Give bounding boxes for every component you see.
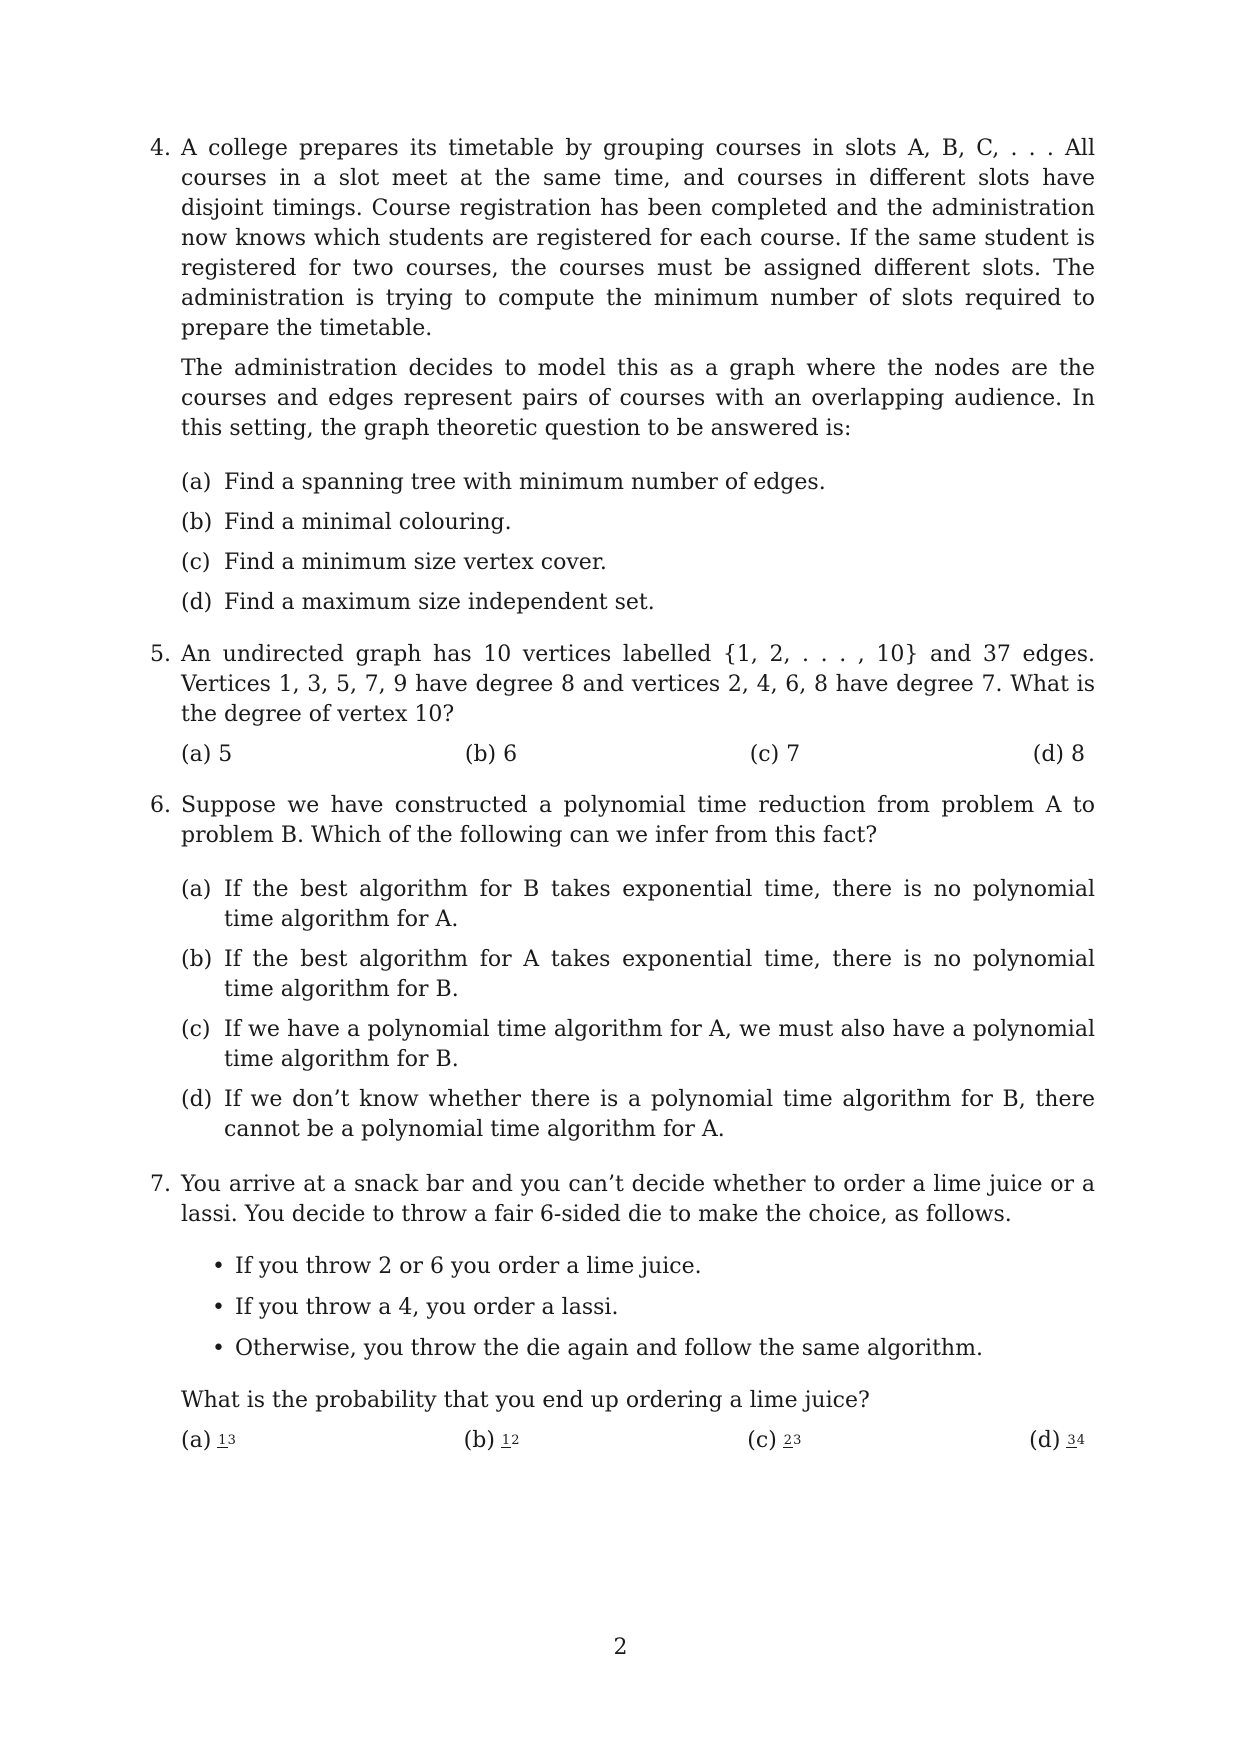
option-d: (d) 8 [1032,742,1085,767]
question-number: 4. [150,136,171,161]
option-text: If we don’t know whether there is a polynomial time algorithm for B, there cannot be a polynomial time algorithm for A. [224,1087,1095,1142]
option-d [181,588,1095,618]
fraction: 12 [501,1433,520,1448]
option-a [181,875,1095,935]
option-c [181,548,1095,578]
option-label: (c) [181,550,211,575]
option-b: (b) 12 [463,1428,520,1453]
option-label: (b) [181,510,213,535]
question-7 [150,1170,1095,1456]
question-number: 5. [150,642,171,667]
bullet-icon: • [212,1254,225,1279]
question-6 [150,791,1095,1155]
option-label: (a) [181,877,212,902]
option-d: (d) 34 [1029,1428,1085,1453]
bullet-item: • If you throw 2 or 6 you order a lime juice. [181,1252,1095,1282]
option-text: Find a minimal colouring. [224,510,512,535]
option-text: If we have a polynomial time algorithm for A, we must also have a polynomial time algorithm for B. [224,1017,1095,1072]
option-text: Find a maximum size independent set. [224,590,655,615]
fraction: 23 [783,1433,802,1448]
bullet-icon: • [212,1295,225,1320]
bullet-icon: • [212,1336,225,1361]
question-text: You arrive at a snack bar and you can’t decide whether to order a lime juice or a lassi. You decide to throw a fair 6-sided die to make the choice, as follows. [181,1172,1095,1227]
options-row [181,740,1095,770]
option-label: (a) [181,470,212,495]
question-text: A college prepares its timetable by grouping courses in slots A, B, C, . . . All courses in a slot meet at the same time, and courses in different slots have disjoint timings. Course registration has been completed and the administration now knows which students are registered for each course. If the same student is registered for two courses, the courses must be assigned different slots. The administration is trying to compute the minimum number of slots required to prepare the timetable. [181,136,1095,341]
bullet-list [181,1252,1095,1364]
option-a: (a) 13 [181,1428,236,1453]
option-a [181,468,1095,498]
option-c: (c) 7 [749,742,801,767]
question-number: 6. [150,793,171,818]
option-c: (c) 23 [747,1428,802,1453]
options-list [181,875,1095,1145]
option-label: (b) [181,947,213,972]
bullet-item: • Otherwise, you throw the die again and follow the same algorithm. [181,1334,1095,1364]
bullet-item: • If you throw a 4, you order a lassi. [181,1293,1095,1323]
option-text: If the best algorithm for A takes exponential time, there is no polynomial time algorithm for B. [224,947,1095,1002]
option-b: (b) 6 [464,742,518,767]
option-b [181,508,1095,538]
question-5 [150,640,1095,770]
option-b [181,945,1095,1005]
options-row [181,1426,1095,1456]
option-label: (d) [181,590,213,615]
question-4 [150,134,1095,628]
page-number: 2 [613,1635,628,1660]
option-text: Find a spanning tree with minimum number of edges. [224,470,826,495]
option-label: (c) [181,1017,211,1042]
question-prompt: What is the probability that you end up ordering a lime juice? [181,1388,870,1413]
option-text: If the best algorithm for B takes exponential time, there is no polynomial time algorithm for A. [224,877,1095,932]
options-list [181,468,1095,618]
option-d [181,1085,1095,1145]
question-text: Suppose we have constructed a polynomial time reduction from problem A to problem B. Which of the following can we infer from this fact? [181,793,1095,848]
fraction: 34 [1067,1433,1085,1448]
option-a: (a) 5 [181,742,233,767]
question-text: An undirected graph has 10 vertices labelled {1, 2, . . . , 10} and 37 edges. Vertices 1, 3, 5, 7, 9 have degree 8 and vertices 2, 4, 6, 8 have degree 7. What is the degree of vertex 10? [181,642,1095,727]
question-number: 7. [150,1172,171,1197]
question-text: The administration decides to model this as a graph where the nodes are the courses and edges represent pairs of courses with an overlapping audience. In this setting, the graph theoretic question to be answered is: [181,356,1095,441]
option-label: (d) [181,1087,213,1112]
fraction: 13 [218,1433,236,1448]
option-text: Find a minimum size vertex cover. [224,550,607,575]
option-c [181,1015,1095,1075]
